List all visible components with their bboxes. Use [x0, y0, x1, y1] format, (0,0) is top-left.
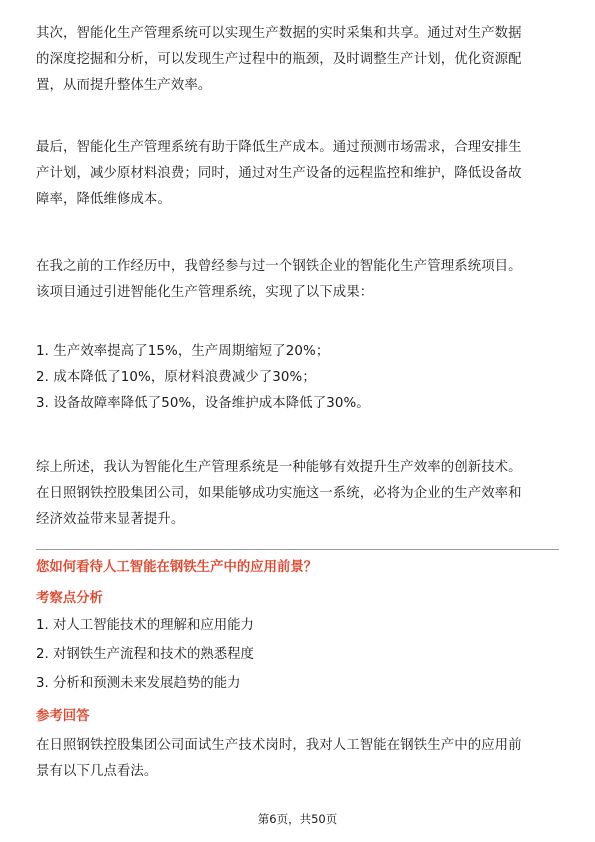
text-line: 的深度挖掘和分析，可以发现生产过程中的瓶颈，及时调整生产计划，优化资源配	[36, 52, 522, 67]
reference-answer	[36, 733, 560, 785]
reference-heading: 参考回答	[36, 709, 90, 724]
text-line: 景有以下几点看法。	[36, 764, 158, 779]
list-item: 3. 设备故障率降低了50%，设备维护成本降低了30%。	[36, 396, 370, 411]
analysis-heading: 考察点分析	[36, 591, 103, 606]
text-line: 该项目通过引进智能化生产管理系统，实现了以下成果：	[36, 285, 374, 300]
text-line: 产计划，减少原材料浪费；同时，通过对生产设备的远程监控和维护，降低设备故	[36, 166, 522, 181]
analysis-item: 2. 对钢铁生产流程和技术的熟悉程度	[36, 647, 254, 662]
text-line: 综上所述，我认为智能化生产管理系统是一种能够有效提升生产效率的创新技术。	[36, 460, 522, 475]
section-divider	[36, 549, 559, 550]
interview-question: 您如何看待人工智能在钢铁生产中的应用前景？	[36, 560, 318, 575]
list-item: 2. 成本降低了10%，原材料浪费减少了30%；	[36, 370, 316, 385]
paragraph-work-experience	[36, 254, 560, 306]
paragraph-production-data	[36, 21, 560, 99]
text-line: 在我之前的工作经历中，我曾经参与过一个钢铁企业的智能化生产管理系统项目。	[36, 259, 522, 274]
text-line: 障率，降低维修成本。	[36, 192, 171, 207]
page-number: 第6页，共50页	[257, 812, 338, 826]
text-line: 在日照钢铁控股集团公司，如果能够成功实施这一系统，必将为企业的生产效率和	[36, 486, 522, 501]
results-list	[36, 339, 560, 417]
paragraph-cost-reduction	[36, 135, 560, 213]
text-line: 经济效益带来显著提升。	[36, 512, 185, 527]
text-line: 在日照钢铁控股集团公司面试生产技术岗时，我对人工智能在钢铁生产中的应用前	[36, 738, 522, 753]
analysis-item: 1. 对人工智能技术的理解和应用能力	[36, 618, 254, 633]
text-line: 最后，智能化生产管理系统有助于降低生产成本。通过预测市场需求，合理安排生	[36, 140, 522, 155]
text-line: 其次，智能化生产管理系统可以实现生产数据的实时采集和共享。通过对生产数据	[36, 26, 522, 41]
paragraph-conclusion	[36, 455, 560, 533]
list-item: 1. 生产效率提高了15%，生产周期缩短了20%；	[36, 344, 330, 359]
analysis-item: 3. 分析和预测未来发展趋势的能力	[36, 676, 241, 691]
text-line: 置，从而提升整体生产效率。	[36, 78, 212, 93]
